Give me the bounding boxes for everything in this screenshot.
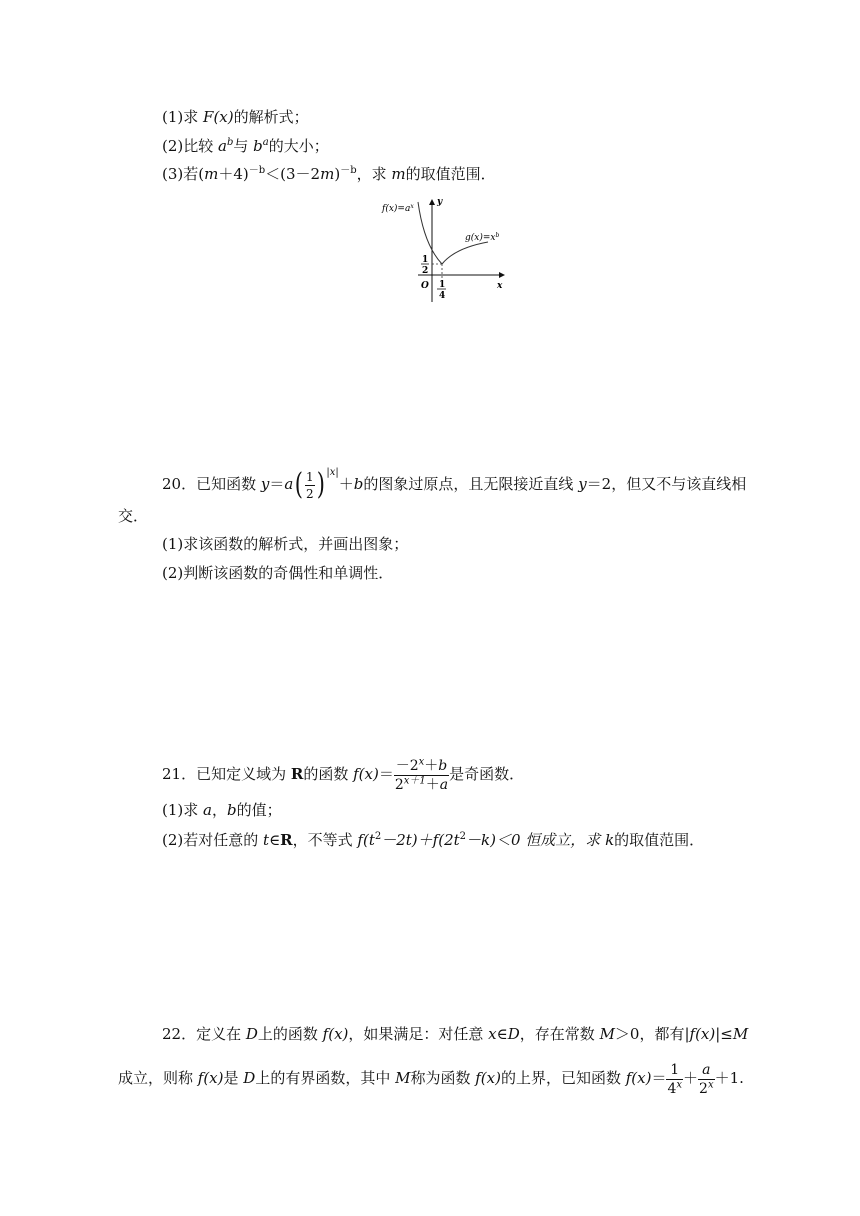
math-exp: b bbox=[226, 137, 234, 148]
text: ) bbox=[334, 165, 341, 183]
text: ，存在常数 bbox=[519, 1025, 600, 1043]
x-axis-label: x bbox=[497, 281, 503, 291]
q21-line1 bbox=[162, 752, 524, 796]
math-exp: 2 bbox=[459, 831, 467, 842]
math-x: x bbox=[488, 1025, 497, 1043]
math-D: D bbox=[243, 1069, 256, 1087]
text: (1)求该函数的解析式，并画出图象； bbox=[162, 535, 409, 553]
math-m: m bbox=[204, 165, 219, 183]
text: 交． bbox=[118, 507, 149, 525]
text: 22．定义在 bbox=[162, 1025, 246, 1043]
math-b: b bbox=[253, 137, 263, 155]
text: 的上界，已知函数 bbox=[500, 1069, 626, 1087]
math-expr: －2t)＋ bbox=[381, 831, 433, 849]
text: (2)若对任意的 bbox=[162, 831, 264, 849]
fraction-half bbox=[305, 471, 315, 500]
math-exp: －b bbox=[248, 165, 266, 176]
q20-line1 bbox=[162, 467, 747, 502]
left-paren: ( bbox=[295, 467, 304, 502]
text: 的图象过原点，且无限接近直线 bbox=[363, 475, 579, 493]
text: 是 bbox=[223, 1069, 244, 1087]
text: ∈ bbox=[269, 831, 281, 849]
math-R: R bbox=[290, 765, 304, 783]
x-tick-num: 1 bbox=[439, 280, 446, 290]
origin-label: O bbox=[421, 281, 429, 291]
text: ＝2，但又不与该直线相 bbox=[586, 475, 747, 493]
text: 20．已知函数 bbox=[162, 475, 261, 493]
q21-part2 bbox=[162, 830, 704, 850]
math-M: M bbox=[732, 1025, 749, 1043]
text: (3)若( bbox=[162, 165, 205, 183]
math-f: f(2t bbox=[432, 831, 460, 849]
text: 的函数 bbox=[303, 765, 354, 783]
math-fx: f(x) bbox=[322, 1025, 349, 1043]
text: (1)求 bbox=[162, 801, 204, 819]
math-y: y bbox=[578, 475, 587, 493]
q22-line2 bbox=[118, 1056, 744, 1100]
math-R: R bbox=[280, 831, 293, 849]
f-label: $f(x)=a^x$ bbox=[382, 203, 414, 214]
math-exp: a bbox=[262, 137, 269, 148]
q19-part3 bbox=[162, 164, 496, 184]
right-paren: ) bbox=[316, 467, 325, 502]
math-fx: F(x) bbox=[203, 108, 234, 126]
text: ＋ bbox=[683, 1069, 699, 1087]
math-k: k bbox=[605, 831, 615, 849]
text: |≤ bbox=[715, 1025, 733, 1043]
math-M: M bbox=[395, 1069, 411, 1087]
math-y: y bbox=[260, 475, 270, 493]
text: 的值； bbox=[236, 801, 282, 819]
math-expr: －k)＜0 恒成立，求 bbox=[466, 831, 606, 849]
text: ＝ bbox=[269, 475, 285, 493]
y-axis-label: y bbox=[437, 197, 443, 207]
math-a: a bbox=[218, 137, 227, 155]
q22-line1 bbox=[162, 1024, 748, 1044]
text: ，求 bbox=[356, 165, 392, 183]
math-f: f(t bbox=[357, 831, 375, 849]
text: 上的有界函数，其中 bbox=[255, 1069, 396, 1087]
x-tick-den: 4 bbox=[439, 291, 446, 301]
math-D: D bbox=[507, 1025, 520, 1043]
fraction-1-over-4x: $\frac{1}{4^x}$ bbox=[667, 1061, 683, 1097]
math-t: t bbox=[263, 831, 270, 849]
math-a: a bbox=[203, 801, 212, 819]
text: ，如果满足：对任意 bbox=[348, 1025, 489, 1043]
math-fx: f(x) bbox=[689, 1025, 716, 1043]
text: ＋ bbox=[338, 475, 354, 493]
function-graph-figure bbox=[380, 190, 520, 310]
fraction-f bbox=[394, 755, 449, 793]
math-fx: f(x) bbox=[197, 1069, 224, 1087]
q20-line2 bbox=[118, 506, 148, 526]
text: (1)求 bbox=[162, 108, 204, 126]
text: ＋4) bbox=[218, 165, 249, 183]
q21-part1 bbox=[162, 800, 282, 820]
y-tick-den: 2 bbox=[422, 266, 429, 276]
text: ＞0，都有| bbox=[614, 1025, 690, 1043]
text: ， bbox=[211, 801, 227, 819]
text: ＜(3－2 bbox=[265, 165, 321, 183]
math-b: b bbox=[227, 801, 237, 819]
math-exp: 2 bbox=[374, 831, 382, 842]
frac-num: $-2^x+b$ bbox=[395, 755, 448, 774]
math-fx: f(x) bbox=[625, 1069, 652, 1087]
q19-part2 bbox=[162, 136, 329, 156]
text: 与 bbox=[233, 137, 254, 155]
math-fx: f(x) bbox=[475, 1069, 501, 1087]
text: ＋1. bbox=[714, 1069, 744, 1087]
q20-part2 bbox=[162, 563, 393, 583]
y-tick-num: 1 bbox=[422, 255, 429, 265]
math-exp: －b bbox=[340, 165, 357, 176]
text: ∈ bbox=[496, 1025, 508, 1043]
text: 的取值范围． bbox=[405, 165, 496, 183]
text: 的解析式； bbox=[233, 108, 309, 126]
math-exp: |x| bbox=[326, 467, 339, 478]
frac-den: $2^{x+1}+a$ bbox=[394, 774, 449, 793]
frac-num: 1 bbox=[306, 469, 314, 484]
text: (2)判断该函数的奇偶性和单调性． bbox=[162, 564, 394, 582]
q20-part1 bbox=[162, 534, 408, 554]
text: 的大小； bbox=[268, 137, 329, 155]
text: 21．已知定义域为 bbox=[162, 765, 291, 783]
text: ，不等式 bbox=[292, 831, 358, 849]
text: 的取值范围． bbox=[614, 831, 705, 849]
math-M: M bbox=[599, 1025, 615, 1043]
g-label: $g(x)=x^b$ bbox=[465, 232, 500, 243]
math-D: D bbox=[245, 1025, 258, 1043]
q19-part1 bbox=[162, 107, 309, 127]
text: 是奇函数． bbox=[449, 765, 525, 783]
text: 称为函数 bbox=[410, 1069, 476, 1087]
g-curve bbox=[442, 242, 488, 264]
math-b: b bbox=[353, 475, 364, 493]
fraction-a-over-2x: $\frac{a}{2^x}$ bbox=[699, 1061, 714, 1097]
text: 成立，则称 bbox=[118, 1069, 198, 1087]
text: ＝ bbox=[651, 1069, 667, 1087]
text: 上的函数 bbox=[257, 1025, 323, 1043]
math-m: m bbox=[320, 165, 335, 183]
frac-den: 2 bbox=[306, 486, 314, 501]
text: (2)比较 bbox=[162, 137, 219, 155]
text: ＝ bbox=[378, 765, 394, 783]
math-fx: f(x) bbox=[353, 765, 379, 783]
math-a: a bbox=[284, 475, 294, 493]
math-m: m bbox=[391, 165, 406, 183]
